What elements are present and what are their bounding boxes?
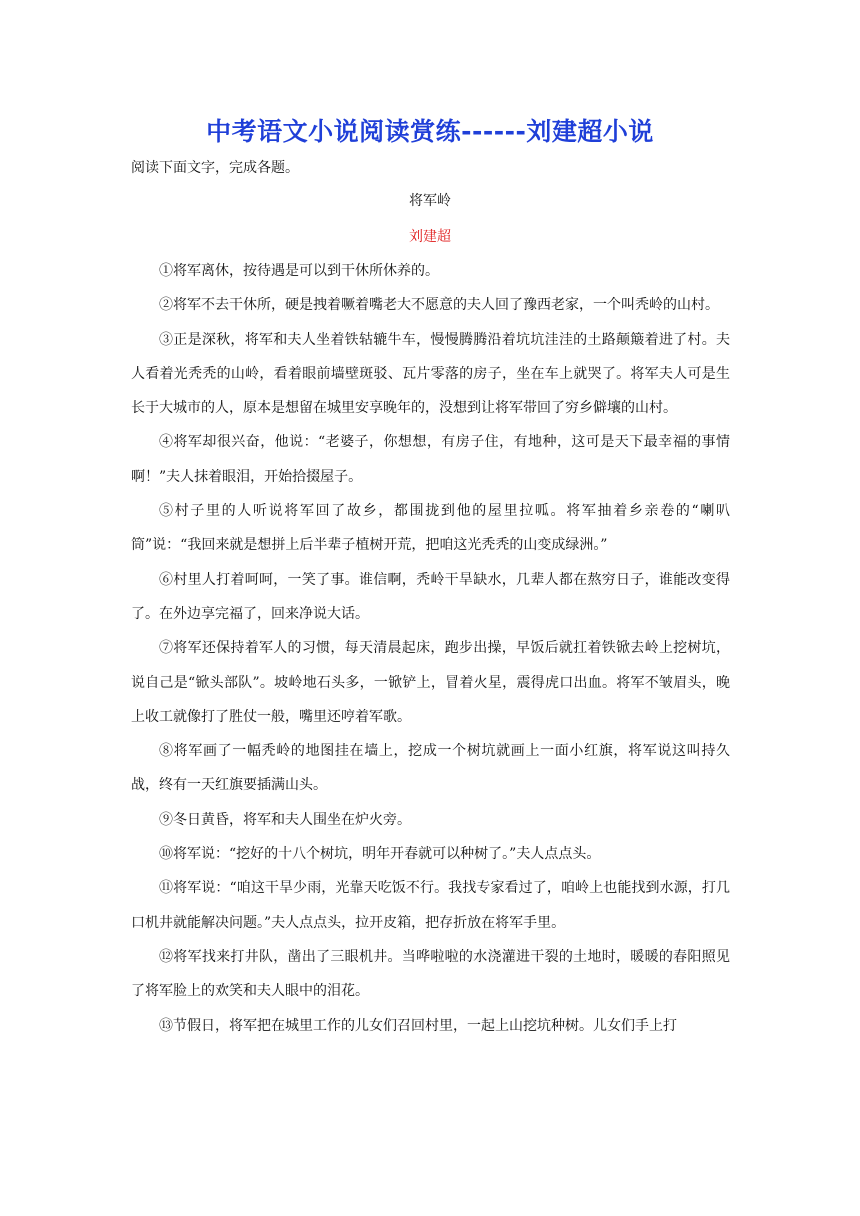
paragraph-10: ⑩将军说：“挖好的十八个树坑，明年开春就可以种树了。”夫人点点头。 bbox=[159, 846, 601, 863]
paragraph-4: ④将军却很兴奋，他说：“老婆子，你想想，有房子住，有地种，这可是天下最幸福的事情啊！”夫人抹着眼泪，开始拾掇屋子。 bbox=[131, 434, 730, 485]
paragraph-9: ⑨冬日黄昏，将军和夫人围坐在炉火旁。 bbox=[159, 811, 411, 828]
paragraph-13: ⑬节假日，将军把在城里工作的儿女们召回村里，一起上山挖坑种树。儿女们手上打 bbox=[159, 1017, 677, 1034]
story-title: 将军岭 bbox=[409, 193, 451, 209]
paragraph-1: ①将军离休，按待遇是可以到干休所休养的。 bbox=[159, 263, 439, 279]
paragraph-12: ⑫将军找来打井队，凿出了三眼机井。当哗啦啦的水浇灌进干裂的土地时，暖暖的春阳照见了将军脸上的欢笑和夫人眼中的泪花。 bbox=[131, 948, 730, 1000]
document-title: 中考语文小说阅读赏练------刘建超小说 bbox=[206, 117, 654, 146]
story-author: 刘建超 bbox=[409, 229, 451, 245]
reading-instruction: 阅读下面文字，完成各题。 bbox=[131, 160, 299, 176]
paragraph-8: ⑧将军画了一幅秃岭的地图挂在墙上，挖成一个树坑就画上一面小红旗，将军说这叫持久战，终有一天红旗要插满山头。 bbox=[131, 743, 730, 794]
paragraph-3: ③正是深秋，将军和夫人坐着铁轱辘牛车，慢慢腾腾沿着坑坑洼洼的土路颠簸着进了村。夫人看着光秃秃的山岭，看着眼前墙壁斑驳、瓦片零落的房子，坐在车上就哭了。将军夫人可是生长于大城市的人，原本是想留在城里安享晚年的，没想到让将军带回了穷乡僻壤的山村。 bbox=[131, 331, 730, 417]
paragraph-7: ⑦将军还保持着军人的习惯，每天清晨起床，跑步出操，早饭后就扛着铁锨去岭上挖树坑，说自己是“锨头部队”。坡岭地石头多，一锨铲上，冒着火星，震得虎口出血。将军不皱眉头，晚上收工就像打了胜仗一般，嘴里还哼着军歌。 bbox=[131, 640, 730, 725]
story-body bbox=[131, 254, 730, 1043]
paragraph-11: ⑪将军说：“咱这干旱少雨，光靠天吃饭不行。我找专家看过了，咱岭上也能找到水源，打几口机井就能解决问题。”夫人点点头，拉开皮箱，把存折放在将军手里。 bbox=[131, 880, 730, 931]
paragraph-6: ⑥村里人打着呵呵，一笑了事。谁信啊，秃岭干旱缺水，几辈人都在熬穷日子，谁能改变得了。在外边享完福了，回来净说大话。 bbox=[131, 571, 730, 622]
paragraph-2: ②将军不去干休所，硬是拽着噘着嘴老大不愿意的夫人回了豫西老家，一个叫秃岭的山村。 bbox=[159, 297, 719, 314]
paragraph-5: ⑤村子里的人听说将军回了故乡，都围拢到他的屋里拉呱。将军抽着乡亲卷的“喇叭筒”说：“我回来就是想拼上后半辈子植树开荒，把咱这光秃秃的山变成绿洲。” bbox=[131, 503, 730, 554]
